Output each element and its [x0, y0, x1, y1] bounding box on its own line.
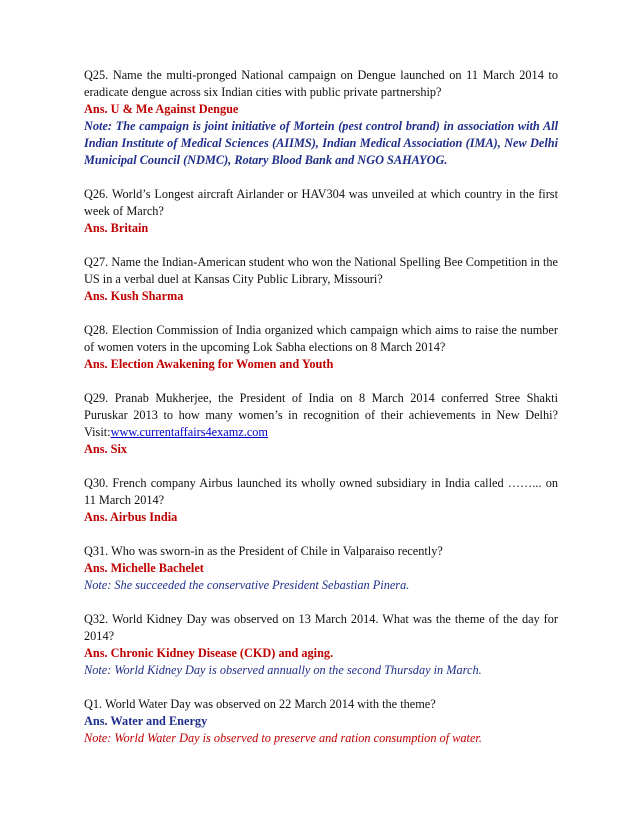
answer-text: Ans. Election Awakening for Women and Youth — [84, 357, 334, 371]
qa-item-q32 — [84, 611, 558, 679]
answer-text: Ans. Chronic Kidney Disease (CKD) and aging. — [84, 646, 334, 660]
qa-item-q29 — [84, 390, 558, 458]
question-text: Q26. World’s Longest aircraft Airlander or HAV304 was unveiled at which country in the first week of March? — [84, 187, 558, 218]
qa-item-q28 — [84, 322, 558, 373]
qa-item-q25 — [84, 67, 558, 169]
question-text: Q32. World Kidney Day was observed on 13 March 2014. What was the theme of the day for 2014? — [84, 612, 558, 643]
answer-text: Ans. Michelle Bachelet — [84, 561, 204, 575]
note-text: Note: World Kidney Day is observed annually on the second Thursday in March. — [84, 663, 482, 677]
answer-text: Ans. Britain — [84, 221, 149, 235]
question-text: Q31. Who was sworn-in as the President of Chile in Valparaiso recently? — [84, 544, 443, 558]
answer-text: Ans. U & Me Against Dengue — [84, 102, 239, 116]
qa-item-q26 — [84, 186, 558, 237]
qa-item-q1 — [84, 696, 558, 747]
question-text: Q27. Name the Indian-American student who won the National Spelling Bee Competition in the US in a verbal duel at Kansas City Public Library, Missouri? — [84, 255, 559, 286]
qa-item-q30 — [84, 475, 558, 526]
note-text: Note: World Water Day is observed to preserve and ration consumption of water. — [84, 731, 482, 745]
question-text — [84, 390, 558, 441]
question-body: Q29. Pranab Mukherjee, the President of India on 8 March 2014 conferred Stree Shakti Puruskar 2013 to how many women’s in recognition of their achievements in New Delhi?Visit: — [84, 391, 558, 439]
question-text: Q1. World Water Day was observed on 22 March 2014 with the theme? — [84, 697, 436, 711]
answer-text: Ans. Water and Energy — [84, 714, 208, 728]
note-text: Note: She succeeded the conservative President Sebastian Pinera. — [84, 578, 410, 592]
qa-item-q27 — [84, 254, 558, 305]
answer-text: Ans. Airbus India — [84, 510, 178, 524]
qa-list — [84, 67, 558, 764]
note-text: Note: The campaign is joint initiative of Mortein (pest control brand) in association with All Indian Institute of Medical Sciences (AIIMS), Indian Medical Association (IMA), New Delhi Municipal Council (NDMC), Rotary Blood Bank and NGO SAHAYOG. — [84, 119, 558, 167]
answer-text: Ans. Six — [84, 442, 128, 456]
question-text: Q25. Name the multi-pronged National campaign on Dengue launched on 11 March 2014 to eradicate dengue across six Indian cities with public private partnership? — [84, 68, 558, 99]
answer-text: Ans. Kush Sharma — [84, 289, 184, 303]
qa-item-q31 — [84, 543, 558, 594]
question-text: Q28. Election Commission of India organized which campaign which aims to raise the number of women voters in the upcoming Lok Sabha elections on 8 March 2014? — [84, 323, 558, 354]
question-text: Q30. French company Airbus launched its wholly owned subsidiary in India called ……... on 11 March 2014? — [84, 476, 558, 507]
website-link[interactable]: www.currentaffairs4examz.com — [110, 425, 268, 439]
